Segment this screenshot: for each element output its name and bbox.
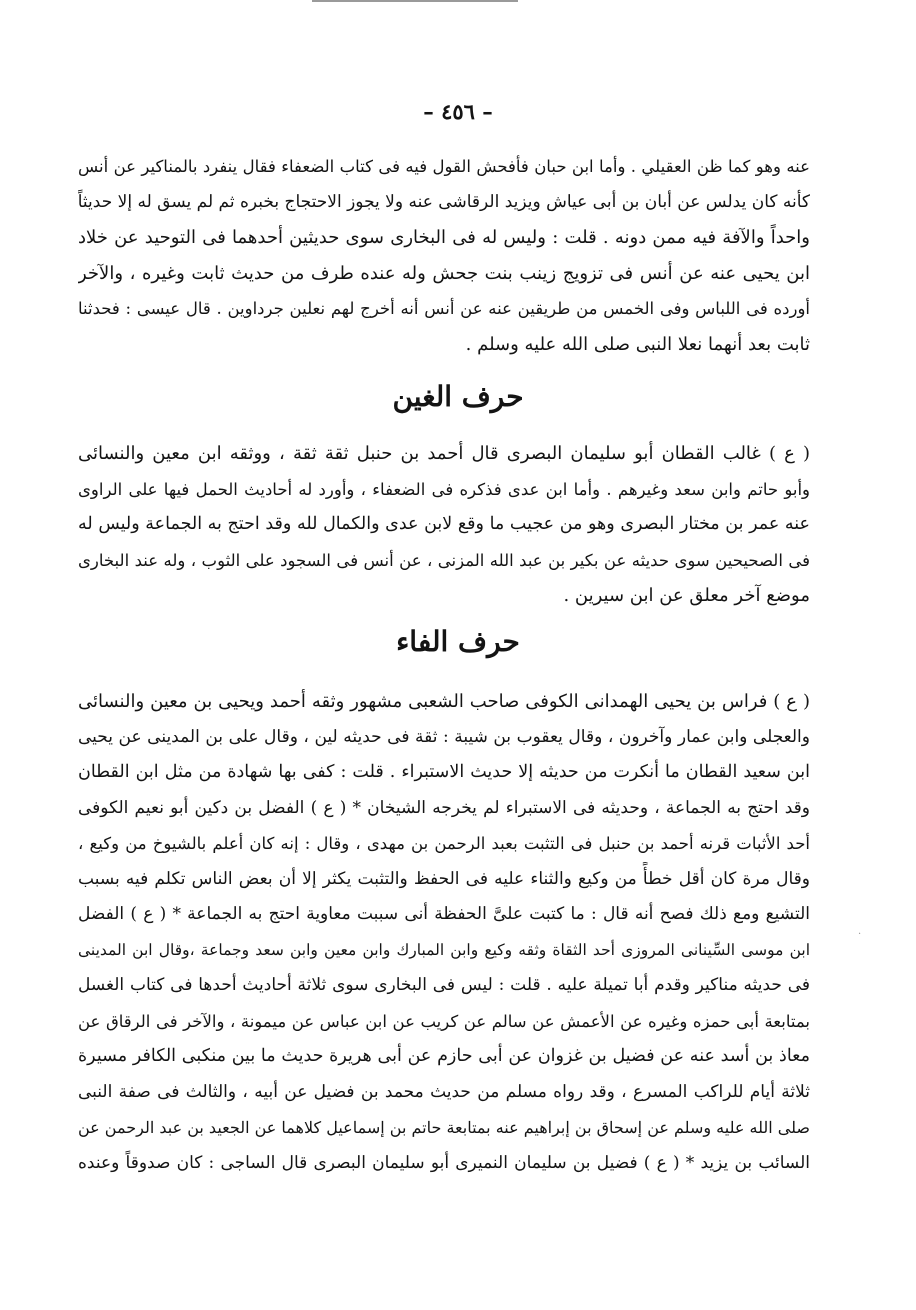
text-line: وقد احتج به الجماعة ، وحديثه فى الاستبراء لم يخرجه الشيخان * ( ع ) الفضل بن دكين أبو نعيم الكوفى bbox=[78, 797, 810, 818]
text-line: السائب بن يزيد * ( ع ) فضيل بن سليمان النميرى أبو سليمان البصرى قال الساجى : كان صدوقاً وعنده bbox=[78, 1152, 810, 1173]
text-line: أورده فى اللباس وفى الخمس من طريقين عنه عن أنس أنه أخرج لهم نعلين جرداوين . قال عيسى : فحدثنا bbox=[78, 299, 810, 318]
text-line: ( ع ) فراس بن يحيى الهمدانى الكوفى صاحب الشعبى مشهور وثقه أحمد ويحيى بن معين والنسائى bbox=[78, 691, 810, 712]
text-line: ثابت بعد أنهما نعلا النبى صلى الله عليه وسلم . bbox=[465, 333, 810, 355]
text-line: معاذ بن أسد عنه عن فضيل بن غزوان عن أبى حازم عن أبى هريرة حديث ما بين منكبى الكافر مسيرة bbox=[78, 1046, 810, 1066]
section-heading-ghayn: حرف الغين bbox=[392, 380, 524, 413]
text-line: ثلاثة أيام للراكب المسرع ، وقد رواه مسلم من حديث محمد بن فضيل عن أبيه ، والثالث فى صفة النبى bbox=[78, 1081, 810, 1102]
text-line: ( ع ) غالب القطان أبو سليمان البصرى قال أحمد بن حنبل ثقة ثقة ، ووثقه ابن معين والنسائى bbox=[78, 443, 810, 464]
text-line: ابن سعيد القطان ما أنكرت من حديثه إلا حديث الاستبراء . قلت : كفى بها شهادة من مثل ابن القطان bbox=[78, 762, 810, 782]
text-line: موضع آخر معلق عن ابن سيرين . bbox=[563, 585, 810, 606]
text-line: فى حديثه مناكير وقدم أبا تميلة عليه . قلت : ليس فى البخارى سوى ثلاثة أحاديث أحدها فى كتاب الغسل bbox=[78, 975, 810, 995]
text-line: التشيع ومع ذلك فصح أنه قال : ما كتبت علىَّ الحفظة أنى سببت معاوية احتج به الجماعة * ( ع ) الفضل bbox=[78, 904, 810, 924]
paragraph-fa bbox=[78, 684, 810, 1181]
paragraph-ghayn bbox=[78, 436, 810, 614]
section-heading-fa: حرف الفاء bbox=[396, 625, 520, 658]
text-line: واحداً والآفة فيه ممن دونه . قلت : وليس له فى البخارى سوى حديثين أحدهما فى التوحيد عن خلاد bbox=[78, 227, 810, 248]
text-line: أحد الأثبات قرنه أحمد بن حنبل فى التثبت بعبد الرحمن بن مهدى ، وقال : إنه كان أعلم بالشيوخ من وكيع ، bbox=[78, 834, 810, 853]
text-line: وأبو حاتم وابن سعد وغيرهم . وأما ابن عدى فذكره فى الضعفاء ، وأورد له أحاديث الحمل فيها على الراوى bbox=[78, 479, 810, 499]
text-line: وقال مرة كان أقل خطأً من وكيع والثناء عليه فى الحفظ والتثبت يكثر إلا أن بعض الناس تكلم فيه بسبب bbox=[78, 868, 810, 889]
text-line: بمتابعة أبى حمزه وغيره عن الأعمش عن سالم عن كريب عن ابن عباس عن ميمونة ، والآخر فى الرقاق عن bbox=[78, 1011, 810, 1031]
text-line: ابن يحيى عنه عن أنس فى تزويج زينب بنت جحش وله عنده طرف من حديث ثابت وغيره ، والآخر bbox=[78, 262, 810, 284]
text-line: فى الصحيحين سوى حديثه عن بكير بن عبد الله المزنى ، عن أنس فى السجود على الثوب ، وله عند البخارى bbox=[78, 550, 810, 570]
text-line: عنه وهو كما ظن العقيلي . وأما ابن حبان فأفحش القول فيه فى كتاب الضعفاء فقال ينفرد بالمناكير عن أنس bbox=[78, 157, 810, 176]
text-line: ابن موسى السِّينانى المروزى أحد الثقاة وثقه وكيع وابن المبارك وابن معين وابن سعد وجماعة ،وقال ابن المدينى bbox=[78, 940, 810, 959]
text-line: عنه عمر بن مختار البصرى وهو من عجيب ما وقع لابن عدى والكمال لله وقد احتج به الجماعة وليس له bbox=[78, 514, 810, 534]
text-line: والعجلى وابن عمار وآخرون ، وقال يعقوب بن شيبة : ثقة فى حديثه لين ، وقال على بن المدينى عن يحيى bbox=[78, 726, 810, 747]
text-line: صلى الله عليه وسلم عن إسحاق بن إبراهيم عنه بمتابعة حاتم بن إسماعيل كلاهما عن الجعيد بن عبد الرحمن عن bbox=[78, 1118, 810, 1137]
text-line: كأنه كان يدلس عن أبان بن أبى عياش ويزيد الرقاشى عنه ولا يجوز الاحتجاج بخبره ثم لم يسق له إلا حديثاً bbox=[78, 191, 810, 212]
page-number: – ٤٥٦ – bbox=[423, 99, 493, 124]
paragraph-continuation bbox=[78, 149, 810, 362]
margin-speck: · bbox=[858, 929, 862, 940]
top-rule bbox=[312, 0, 518, 2]
